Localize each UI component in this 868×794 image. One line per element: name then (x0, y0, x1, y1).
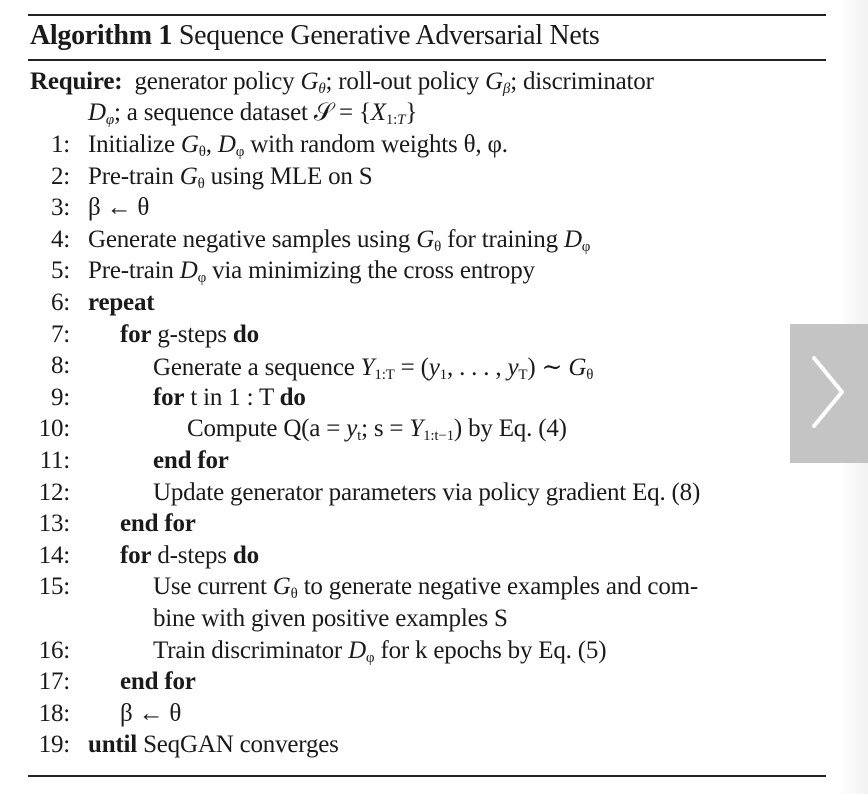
line-text: Update generator parameters via policy gradient Eq. (8) (153, 478, 701, 506)
line-number: 11: (39, 447, 70, 474)
line-text: Pre-train $G_\theta$ using MLE on S (88, 162, 373, 192)
algorithm-line (0, 700, 840, 731)
algorithm-name: Sequence Generative Adversarial Nets (178, 20, 600, 51)
algorithm-line (0, 542, 840, 573)
algorithm-line (0, 131, 840, 162)
line-text: until SeqGAN converges (88, 731, 339, 759)
line-text: end for (120, 668, 196, 696)
line-text: repeat (88, 289, 155, 316)
algorithm-line (0, 384, 840, 415)
line-number: 1: (50, 131, 70, 158)
algorithm-line (0, 163, 840, 194)
algorithm-line (0, 257, 840, 288)
algorithm-line (0, 321, 840, 352)
line-text: β ← θ (88, 194, 150, 222)
line-number: 8: (50, 352, 70, 380)
algorithm-line (0, 352, 840, 383)
line-number: 14: (38, 541, 70, 569)
chevron-right-icon (810, 354, 846, 430)
next-slide-button[interactable] (790, 324, 868, 463)
algorithm-line (0, 415, 840, 446)
line-number: 18: (38, 699, 70, 727)
line-text: Compute $Q(a = y_t$; $s = Y_{1:t-1}$) by Eq. (4) (187, 415, 567, 445)
line-number: 17: (38, 668, 70, 696)
line-number: 15: (38, 573, 70, 601)
line-text: bine with given positive examples S (153, 605, 508, 632)
line-text: Train discriminator $D_\varphi$ for k epochs by Eq. (5) (153, 636, 607, 666)
header-rule (28, 59, 826, 61)
line-number: 13: (38, 510, 70, 538)
top-rule (28, 14, 826, 16)
algorithm-line (0, 731, 840, 762)
line-number: 12: (38, 478, 70, 506)
line-text: for g-steps do (120, 320, 259, 348)
algorithm-line (0, 226, 840, 257)
line-number: 6: (50, 289, 70, 316)
algorithm-label: Algorithm 1 (30, 20, 173, 51)
algorithm-line (0, 605, 840, 636)
require-label: Require: (30, 68, 123, 95)
algorithm-line (0, 668, 840, 699)
line-text: end for (153, 447, 229, 474)
require-line-2: $D_\varphi$; a sequence dataset 𝒮 = $\{X_{1:T}\}$ (88, 99, 418, 128)
algorithm-title (30, 20, 600, 52)
line-number: 2: (50, 162, 70, 190)
line-text: β ← θ (120, 699, 182, 727)
algorithm-line (0, 447, 840, 478)
line-number: 4: (50, 225, 70, 253)
line-text: Generate a sequence $Y_{1:T} = (y_1$, . . . , $y_T$) ∼ $G_\theta$ (153, 354, 594, 384)
algorithm-line (0, 289, 840, 320)
line-text: Pre-train $D_\varphi$ via minimizing the cross entropy (88, 257, 535, 287)
line-text: end for (120, 510, 196, 538)
line-text: for d-steps do (120, 541, 259, 569)
algorithm-line (0, 573, 840, 604)
line-number: 10: (38, 415, 70, 443)
line-text: Initialize $G_\theta$, $D_\varphi$ with random weights θ, φ. (88, 131, 508, 160)
line-number: 7: (50, 320, 70, 348)
line-text: Generate negative samples using $G_\theta$ for training $D_\varphi$ (88, 225, 591, 255)
algorithm-line (0, 194, 840, 225)
line-number: 5: (50, 257, 70, 285)
require-line-1: Require: generator policy $G_\theta$; roll-out policy $G_\beta$; discriminator (30, 68, 654, 97)
bottom-rule (28, 775, 826, 777)
line-text: for t in 1 : T do (153, 383, 306, 411)
line-text: Use current $G_\theta$ to generate negative examples and com- (153, 573, 698, 603)
algorithm-line (0, 510, 840, 541)
algorithm-line (0, 637, 840, 668)
algorithm-line (0, 479, 840, 510)
line-number: 19: (38, 731, 70, 759)
line-number: 9: (50, 383, 70, 411)
line-number: 3: (50, 194, 70, 222)
line-number: 16: (38, 636, 70, 664)
